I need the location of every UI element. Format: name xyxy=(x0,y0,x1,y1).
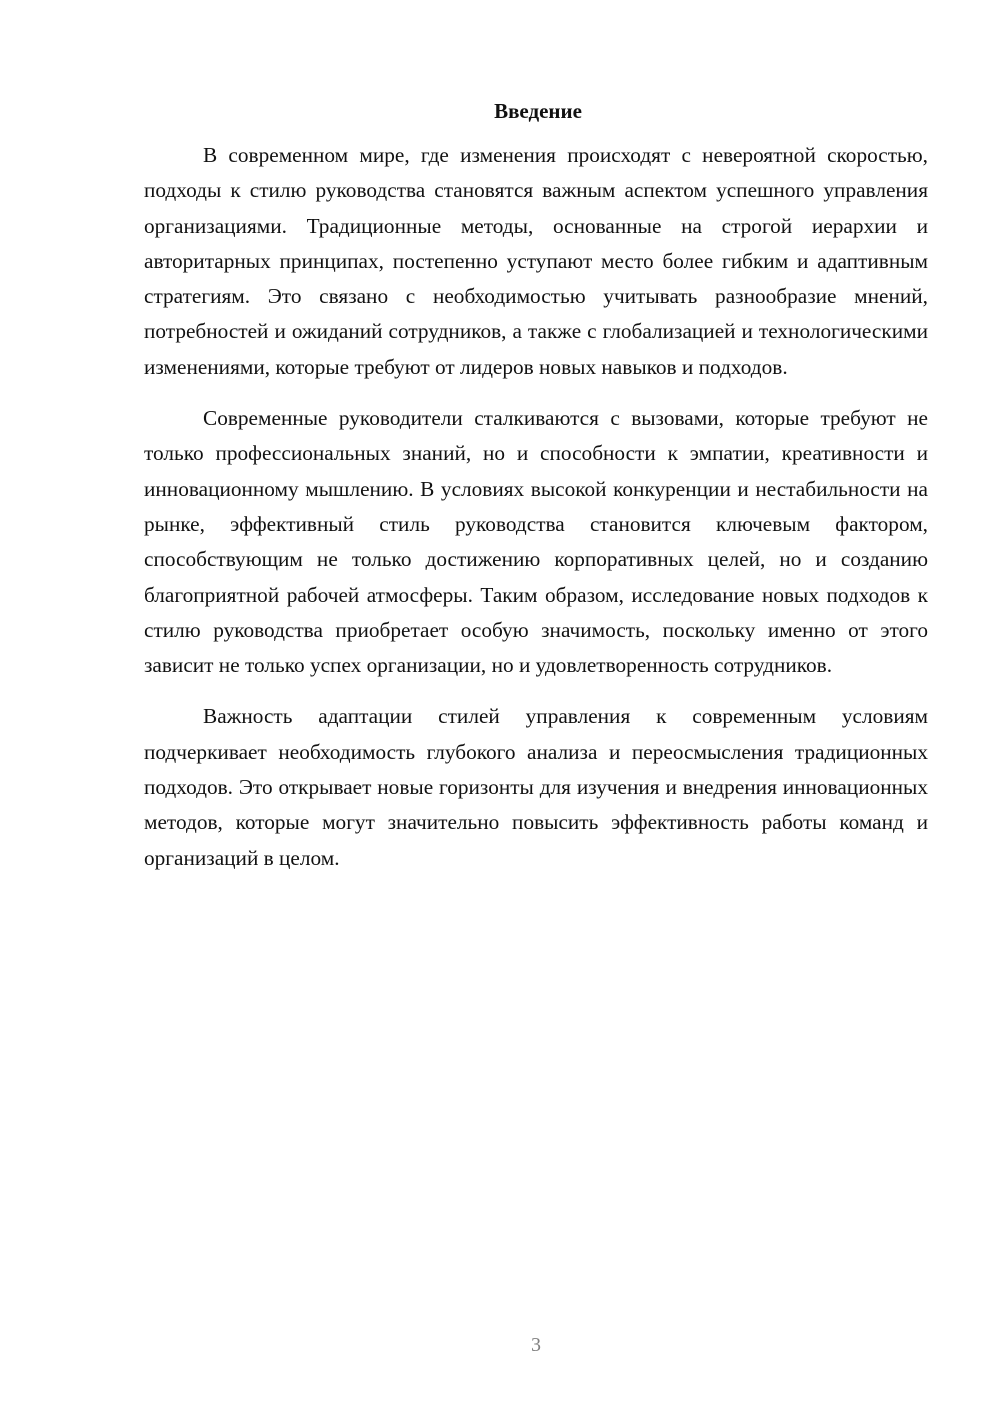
paragraph-1: В современном мире, где изменения происходят с невероятной скоростью, подходы к стилю руководства становятся важным аспектом успешного управления организациями. Традиционные методы, основанные на строгой иерархии и авторитарных принципах, постепенно уступают место более гибким и адаптивным стратегиям. Это связано с необходимостью учитывать разнообразие мнений, потребностей и ожиданий сотрудников, а также с глобализацией и технологическими изменениями, которые требуют от лидеров новых навыков и подходов. xyxy=(144,143,928,379)
page-number: 3 xyxy=(531,1334,541,1356)
paragraph-3: Важность адаптации стилей управления к современным условиям подчеркивает необходимость глубокого анализа и переосмысления традиционных подходов. Это открывает новые горизонты для изучения и внедрения инновационных методов, которые могут значительно повысить эффективность работы команд и организаций в целом. xyxy=(144,704,928,870)
page-content xyxy=(144,96,928,892)
paragraph-2: Современные руководители сталкиваются с вызовами, которые требуют не только профессиональных знаний, но и способности к эмпатии, креативности и инновационному мышлению. В условиях высокой конкуренции и нестабильности на рынке, эффективный стиль руководства становится ключевым фактором, способствующим не только достижению корпоративных целей, но и созданию благоприятной рабочей атмосферы. Таким образом, исследование новых подходов к стилю руководства приобретает особую значимость, поскольку именно от этого зависит не только успех организации, но и удовлетворенность сотрудников. xyxy=(144,406,928,678)
section-title: Введение xyxy=(494,99,582,123)
